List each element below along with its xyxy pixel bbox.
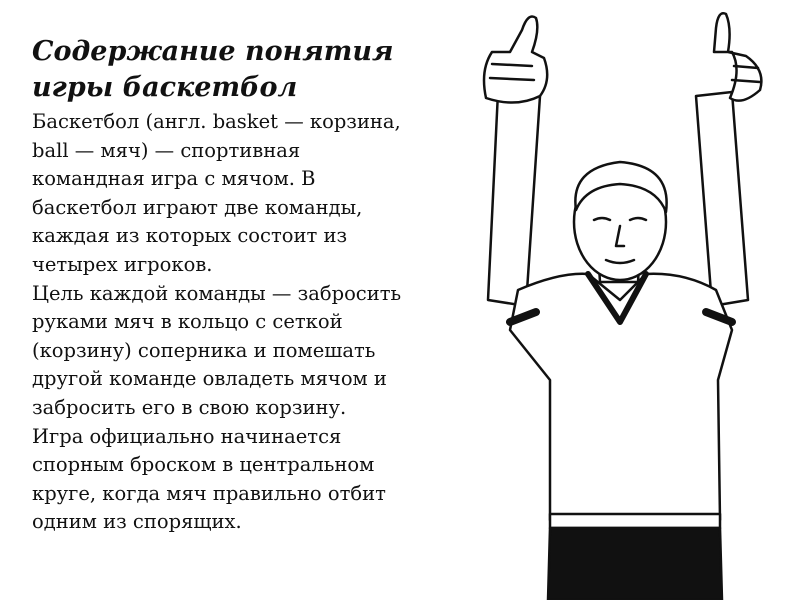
right-thumb-icon — [714, 13, 761, 100]
text-block — [32, 34, 484, 537]
slide-body: Баскетбол (англ. basket — корзина, ball — мяч) — спортивная командная игра с мячом. В баскетбол играют две команды, каждая из которых состоит из четырех игроков. Цель каждой команды — забросить руками мяч в кольцо с сеткой (корзину) соперника и помешать другой команде овладеть мячом и забросить его в свою корзину. Игра официально начинается спорным броском в центральном круге, когда мяч правильно отбит одним из спорящих. — [32, 110, 402, 534]
left-arm — [488, 92, 540, 306]
referee-illustration — [470, 0, 800, 600]
right-arm — [696, 92, 748, 306]
slide-title: Содержание понятия игры баскетбол — [32, 36, 394, 103]
trousers — [548, 528, 722, 600]
shirt — [510, 274, 732, 520]
referee-drawing — [470, 0, 800, 600]
belt — [550, 514, 720, 528]
left-thumb-icon — [484, 17, 547, 103]
